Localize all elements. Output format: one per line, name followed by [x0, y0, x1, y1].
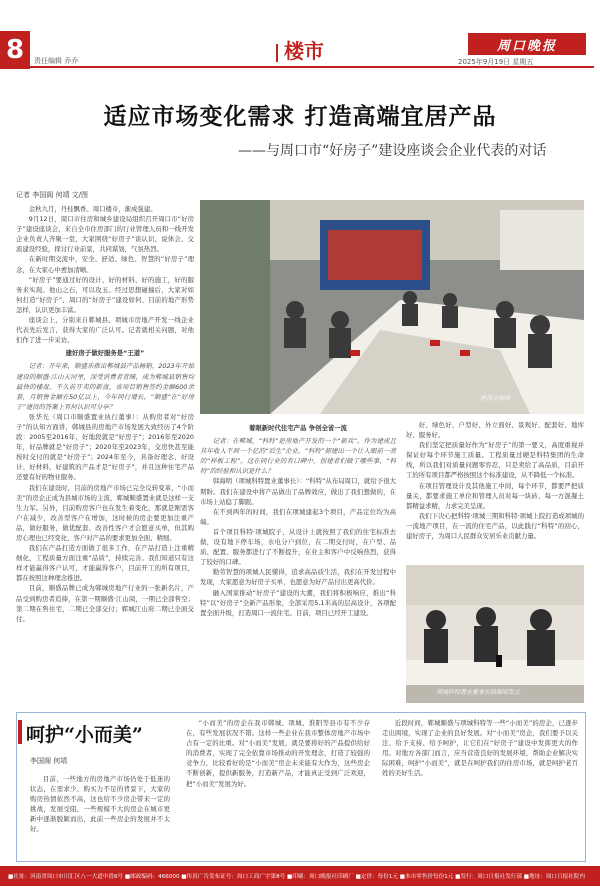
page-number-badge: 8 [0, 31, 30, 69]
paragraph: 在不到两年的时间，我们在项城建起3个项目，产品定位均为高端。 [200, 507, 396, 526]
article-column-1 [16, 204, 194, 624]
paragraph: 勤劳智慧的项城人民懂得，追求高品质生活，我们在开发过程中发现，大家愿意为好房子买单，也愿意为好产品付出更高代价。 [200, 568, 396, 587]
paragraph: 目前，顺盛品牌已成为郸城房地产行业的一张新名片，产品受到购房者追捧，在第一期顺盛·江山阅，一期已全部售空；第二期在售住宅，二期已全部交付；郸城江山府二期已全面交付。 [16, 584, 194, 623]
paragraph: 在项目管理设计及其他施工中间，每个环节，都要严把质量关，都要求施工单位和管理人员对每一块砖、每一方混凝土都精益求精，力求完美呈现。 [406, 481, 584, 510]
paper-logo: 周口晚报 [468, 33, 586, 55]
paragraph: 近段时间，郸城顺盛与项城科特等一些“小而美”的房企，已逐步走出困境，实现了企业的良好发展。对“小而美”房企，我们要予以关注、给予支持、给予呵护，让它们在“好房子”建设中发挥更大的作用。对地方各部门而言，应当营造良好的发展环境，帮助企业解决实际困难，呵护“小而美”，就是在呵护我们的住房市场，就是呵护老百姓的美好生活。 [382, 719, 578, 778]
meeting-photo [200, 200, 584, 414]
paragraph: 我们坚定把质量好作为“好房子”的第一要义，高度重视并保证好每个环节施工质量。工程质量过硬是科特集团的生命线，所以我们对质量问题零容忍，只是卖给了高品质，目前开工的所有项目都严格按照这个标准建设，从不降低一个标准。 [406, 441, 584, 480]
subheadline: ——与周口市“好房子”建设座谈会企业代表的对话 [238, 143, 547, 159]
paragraph: “好房子”要通过好的设计、好的材料、好的施工，好的服务来实现。他山之石，可以攻玉。经过思想碰撞后，大家对如何打造“好房子”、周口的“好房子”建设如何、目前的地产形势怎样，认识更加丰富。 [16, 275, 194, 314]
box-column-2 [186, 718, 370, 789]
speaker-photo [406, 565, 584, 703]
paragraph: 在新时期交流中，安全、舒适、绿色、智慧的“好房子”理念，在大家心中愈加清晰。 [16, 255, 194, 274]
footer-bar: ■社址：河南省周口市川汇区八一大道中段6号 ■邮政编码：466000 ■传真广告发布证号：周口工商广字第8号 ■印刷：周口晚报社印刷厂 ■定价：每份1元 ■本市零售价每份1元 ■发行：周口日报社发行部 ■地址：周口日报社院内 [0, 866, 600, 886]
photo-caption: 项城科特置业董事长韩海明发言 [436, 689, 521, 696]
paragraph: “小而美”的房企在我市郸城、项城、淮阳等县市有不少存在，有些发展状况不错。这样一些企业在我市整体房地产市场中占有一定的比重。对“小而美”发展，就是要将好的产品提供给好的消费者，实现了完全依靠市场推动的开发理念，打造了较强的竞争力，比较看好的是“小而美”房企未来能有大作为，这些房企不断创新，提供新服务，打造新产品，才能真正受到广泛欢迎，把“小而美”发展为好。 [186, 719, 370, 788]
photo-caption: 座谈会现场 [480, 395, 511, 402]
section-label: 楼市 [284, 39, 324, 63]
section-heading: 着眼新时代住宅产品 争创全省一流 [248, 424, 348, 432]
byline: 记者 李国阁 何靖 文/图 [16, 191, 89, 199]
box-title: 呵护“小而美” [26, 723, 143, 746]
paragraph: 融入国家推动“好房子”建设的大潮，我们将积极响应，推出“科特”以“好房子”全新产品形象，全部采用5.1米高的层高设计，各项配置全面升级，打造周口一流住宅。目前，项目已经开工建设。 [200, 588, 396, 617]
headline: 适应市场变化需求 打造高端宜居产品 [103, 103, 497, 130]
editor-line: 责任编辑 乔乔 [34, 57, 79, 65]
article-column-2 [200, 420, 396, 618]
paragraph: 我们下决心把科特·项城三期和科特·项城上院打造成项城的一流地产项目，在一流的住宅产品，以此践行“科特”的初心，建好房子，为周口人民群众安居乐业贡献力量。 [406, 511, 584, 541]
header-rule [28, 66, 594, 68]
paragraph: 我们在产品打造方面做了很多工作，在产品打造上注重精细化，工程质量方面注重“品质”，持续完善。我们知道只有这样才能赢得客户认可，才能赢得客户，目前开工的所有项目，都在按照这种理念推进。 [16, 544, 194, 583]
paragraph: 金秋九月，丹桂飘香。周口楼市，渐成强建。 [28, 205, 157, 213]
paragraph: 我们在建设时，目前的房地产市场已完全反转变革，“小而美”的房企正成为县城市场的主流，郸城顺盛置业就是这样一支生力军。另外，目前购房客户也在发生着变化，那就是刚需客户在减少，改善型客户在增加，这时候的房企要更加注重产品，做好服务，做优配套、改善性客户才会愿意买单，但其购房心理也已经变化，客户对产品的要求更加全面、精细。 [16, 483, 194, 542]
date-line: 2025年9月19日 星期五 [458, 58, 534, 66]
interview-question: 记者：在郸城，“科特”是房地产开发的一个“新兵”。作为建成且其年收入不到一个亿的“后生”企业，“科特”却建出一个让人眼前一亮的“样板工程”。这在同行业的有口碑中，创建者们做了哪些事，“科特”的经验和认识是什么？ [200, 437, 396, 476]
interview-question: 记者：开年来，顺盛乐推出郸城县产品畅销，2023年开始建设的顺盛·江山天河里，深受消费者青睐，成为郸城县销售均最快的楼盘。不久前开卖的新盘，该项目销售签约金额600余套，月销售金额在50亿以上，今年同行增长，“顺盛”在“好房子”建设的答案上有何认识可分享？ [16, 362, 194, 411]
box-byline: 李国阁 何靖 [30, 757, 68, 765]
paragraph: 韩海明（项城科特置业董事长）：“科特”从布局周口，就给予很大期盼。我们在建设中将产品做出了品牌效应，做出了我们想做的，在市场上站稳了脚跟。 [200, 477, 396, 506]
box-column-3 [382, 718, 578, 779]
paragraph: 首个项目科特·项城院子，从设计上就按照了我们的住宅标准去做，设有地下停车场，水电分户到位，在二期交付时，在户型、品质、配置、服务都进行了不断提升，在业主和客户中反响热烈，获得了较好的口碑。 [200, 527, 396, 567]
section-heading: 建好房子做好服务是“王道” [65, 349, 145, 358]
section-divider [276, 44, 278, 62]
box-column-1 [30, 774, 170, 835]
paragraph: 目前，一些地方的房地产市场仍处于低迷的状态，在需求少、购买力不足的背景下，大家的购房热情依然不高，这也给不少房企带来一定的挑战，发展受阻，一些规模不大的房企在城市更新中逐渐脱颖而出，此前一些房企的发展并不太好。 [30, 775, 170, 834]
paragraph: 9月12日，周口市住房和城乡建设局组织召开周口市“好房子”建设座谈会，来自全市住房部门的行业管理人员和一线开发企业负责人齐聚一堂，大家围绕“好房子”谈认识、说体会、交流建设经验，探讨行业前景，共同谋划，气氛热烈。 [16, 215, 194, 254]
article-column-3 [406, 420, 584, 541]
paragraph: 座谈会上，分别来自郸城县、项城市房地产开发一线企业代表先后发言，获得大家的广泛认可。记者就相关问题，对他们作了进一步采访。 [16, 316, 194, 345]
paragraph: 张华光（周口市顺盛置业执行董事）：从购房者对“好房子”的认知方面讲，郸城县的房地产市场发展大致经历了4个阶段：2005至2016年，好地段就是“好房子”；2016年至2020年，好品牌就是“好房子”；2020年至2023年，交房快甚至能按时交付的就是“好房子”；2024年至今，具备好理念、好设计、好材料、好建筑的产品才是“好房子”，并且这种住宅产品还要有好的物业服务。 [16, 412, 194, 482]
box-title-bar [18, 720, 22, 744]
paragraph: 好、绿色好、户型好、外立面好、景观好、配套好、地库好、服务好。 [406, 421, 584, 440]
